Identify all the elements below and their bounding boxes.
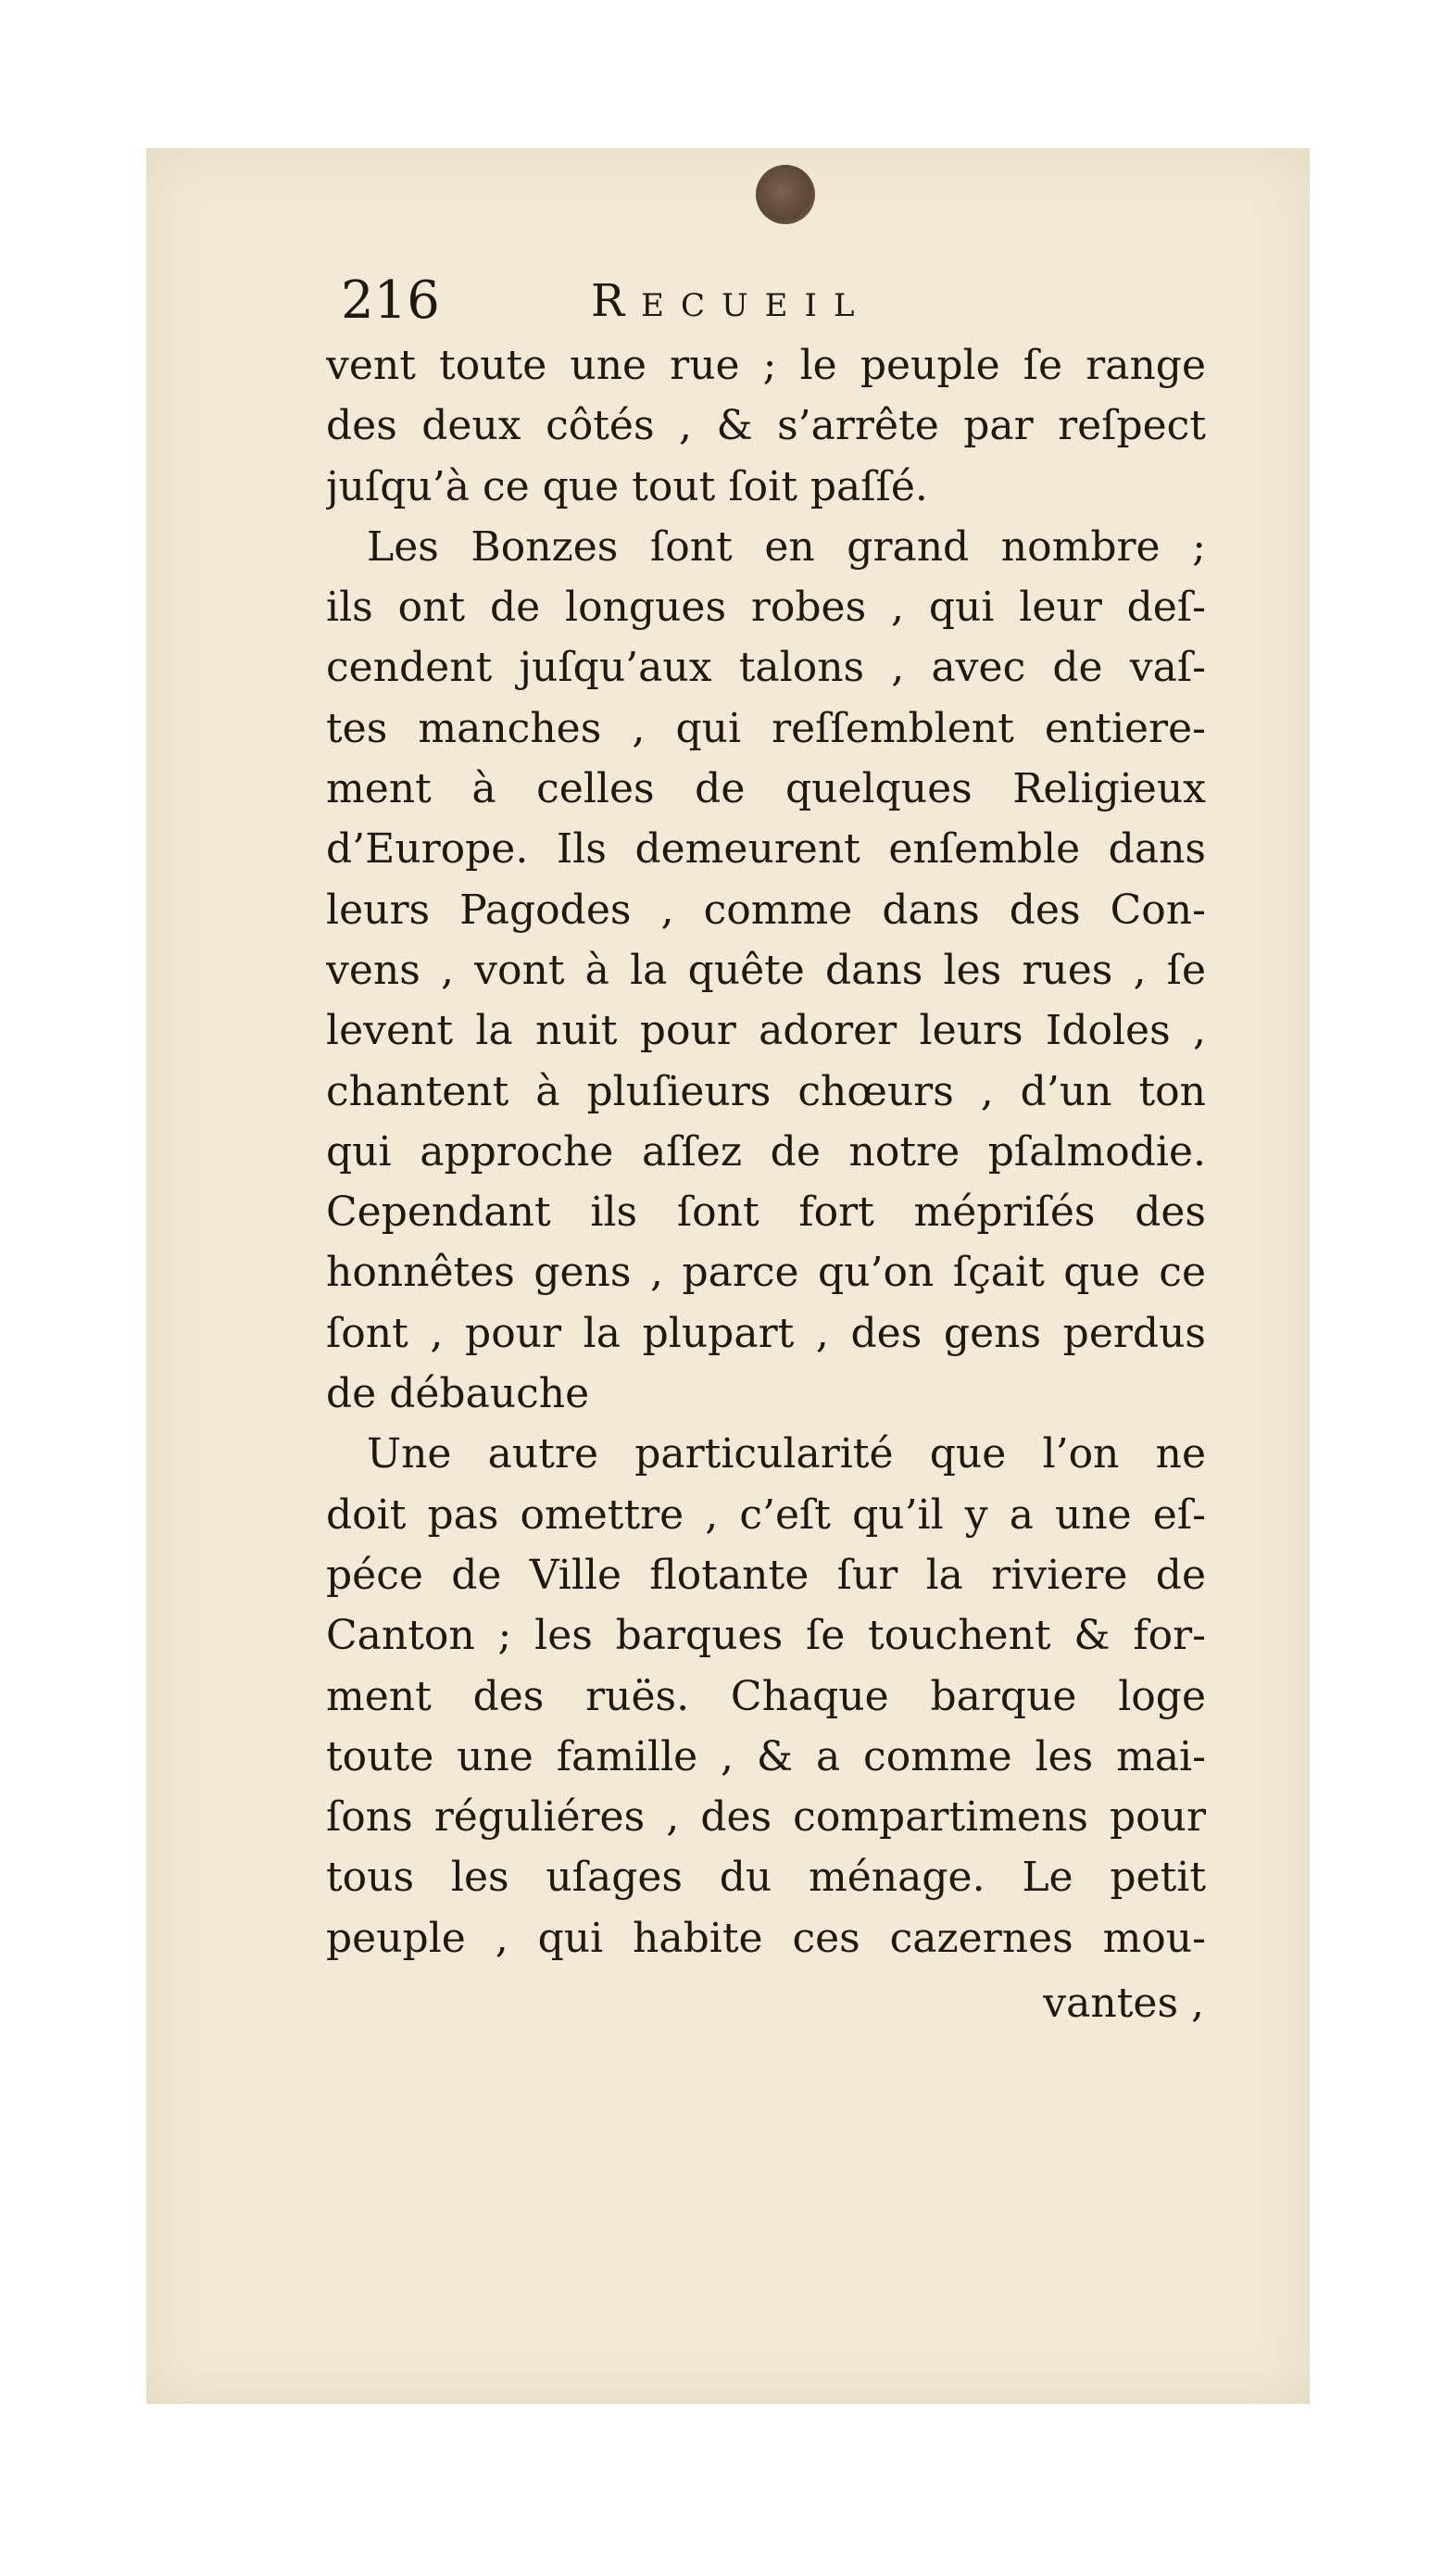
- text-line: Une autre particularité que l’on ne: [367, 1430, 1206, 1478]
- text-line: ment des ruës. Chaque barque loge: [326, 1672, 1206, 1720]
- text-line: chantent à pluſieurs chœurs , d’un ton: [326, 1067, 1206, 1115]
- text-line: levent la nuit pour adorer leurs Idoles ,: [326, 1007, 1206, 1055]
- text-line: Les Bonzes ſont en grand nombre ;: [367, 522, 1206, 571]
- text-line: ils ont de longues robes , qui leur deſ-: [326, 584, 1206, 632]
- body-text: [326, 335, 1206, 1968]
- text-line: des deux côtés , & s’arrête par reſpect: [326, 402, 1206, 450]
- text-line: de débauche: [326, 1370, 590, 1418]
- text-line: qui approche aſſez de notre pſalmodie.: [326, 1127, 1206, 1176]
- paper-hole: [756, 165, 815, 224]
- text-line: tes manches , qui reſſemblent entiere-: [326, 704, 1206, 752]
- text-line: vent toute une rue ; le peuple ſe range: [326, 342, 1206, 389]
- text-line: peuple , qui habite ces cazernes mou-: [326, 1914, 1206, 1962]
- running-head: [341, 264, 1202, 338]
- text-line: leurs Pagodes , comme dans des Con-: [326, 886, 1206, 934]
- text-line: péce de Ville flotante ſur la riviere de: [326, 1551, 1206, 1599]
- text-line: cendent juſqu’aux talons , avec de vaſ-: [326, 644, 1206, 692]
- text-line: doit pas omettre , c’eſt qu’il y a une eſ-: [326, 1490, 1206, 1539]
- text-line: d’Europe. Ils demeurent enſemble dans: [326, 825, 1206, 874]
- running-head-title: Recueil: [591, 275, 872, 327]
- text-line: Cependant ils ſont fort mépriſés des: [326, 1188, 1206, 1237]
- text-line: ſont , pour la plupart , des gens perdus: [326, 1309, 1206, 1357]
- text-line: vens , vont à la quête dans les rues , ſe: [326, 946, 1206, 994]
- page-number: 216: [341, 270, 440, 331]
- catchword: vantes ,: [1043, 1980, 1204, 2027]
- text-line: toute une famille , & a comme les mai-: [326, 1732, 1206, 1780]
- text-line: ment à celles de quelques Religieux: [326, 765, 1206, 813]
- text-line: honnêtes gens , parce qu’on ſçait que ce: [326, 1249, 1206, 1297]
- text-line: Canton ; les barques ſe touchent & for-: [326, 1612, 1206, 1660]
- text-line: ſons réguliéres , des compartimens pour: [326, 1793, 1206, 1842]
- text-line: tous les uſages du ménage. Le petit: [326, 1854, 1206, 1902]
- text-line: juſqu’à ce que tout ſoit paſſé.: [326, 462, 928, 510]
